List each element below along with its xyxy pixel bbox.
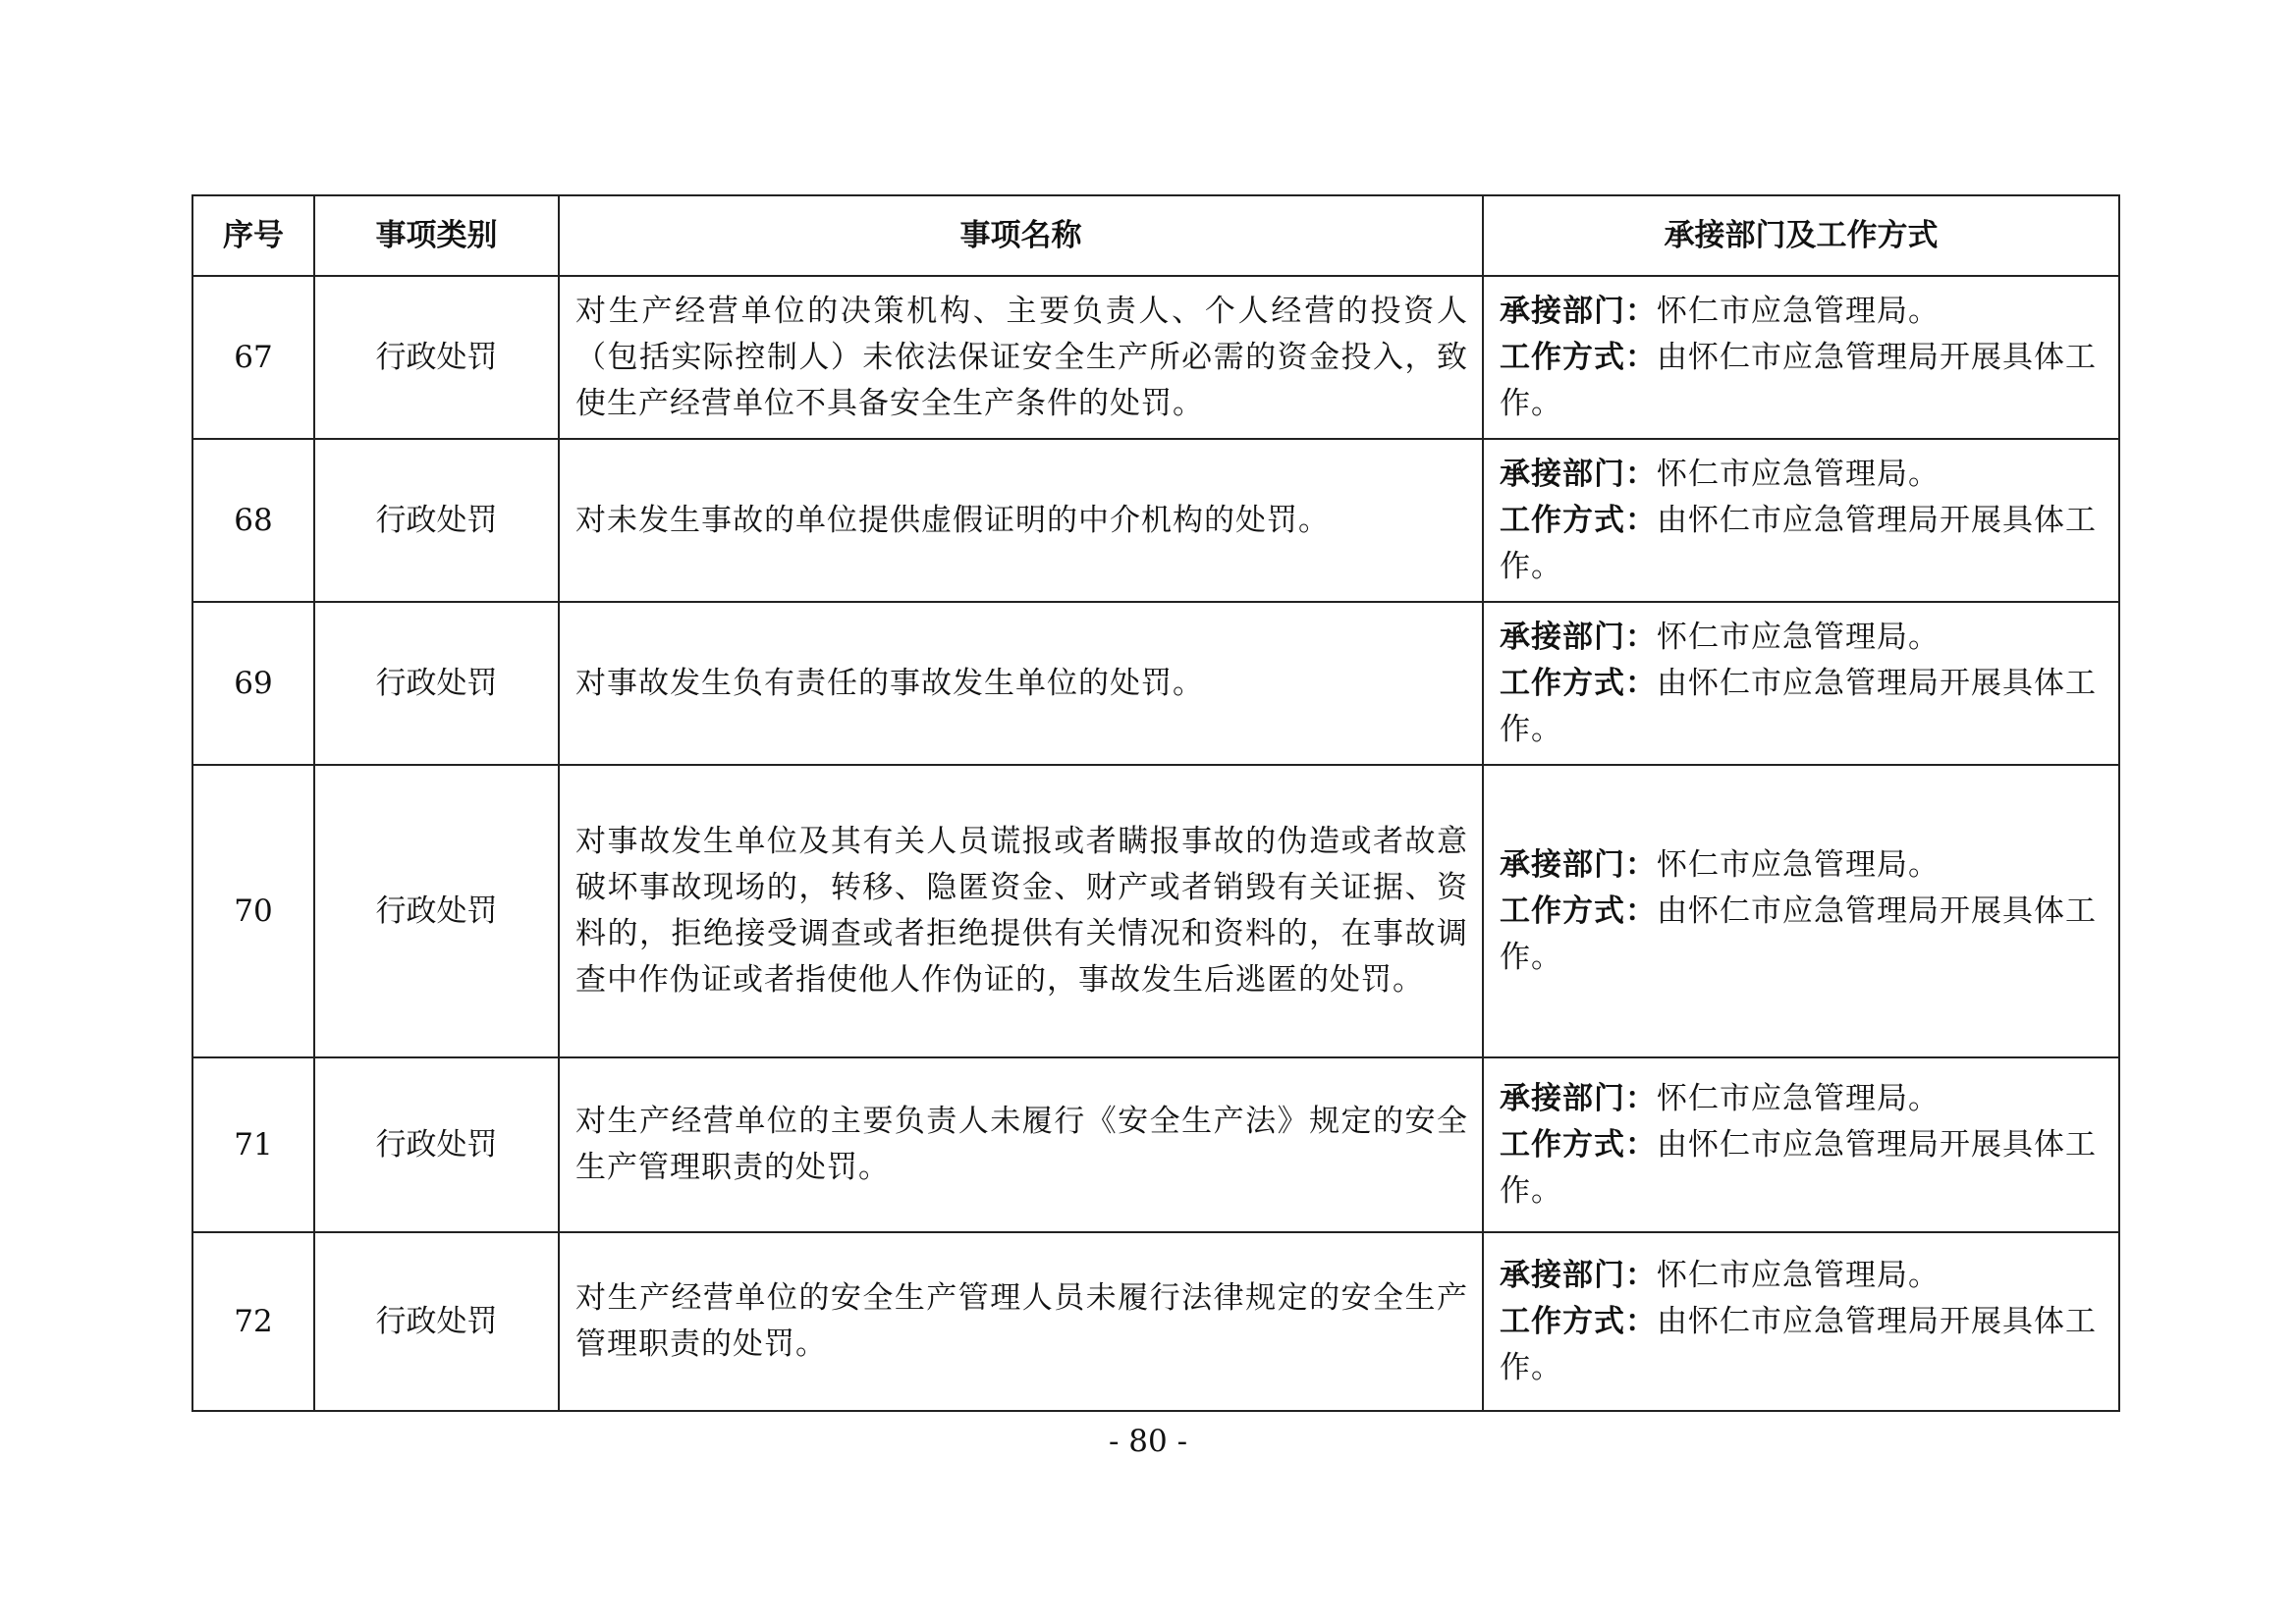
row-category: 行政处罚: [314, 765, 559, 1057]
method-label: 工作方式：: [1500, 893, 1657, 929]
method-label: 工作方式：: [1500, 502, 1657, 538]
table-row: [192, 1232, 2119, 1411]
method-value: 由怀仁市应急管理局开展具体工作。: [1500, 339, 2097, 421]
row-seq: 72: [192, 1232, 314, 1411]
dept-value: 怀仁市应急管理局。: [1657, 1080, 1940, 1116]
table-row: [192, 765, 2119, 1057]
row-category: 行政处罚: [314, 1232, 559, 1411]
dept-value: 怀仁市应急管理局。: [1657, 846, 1940, 883]
row-name: 对生产经营单位的安全生产管理人员未履行法律规定的安全生产管理职责的处罚。: [559, 1232, 1483, 1411]
row-seq: 70: [192, 765, 314, 1057]
row-dept-method: [1483, 1232, 2119, 1411]
row-seq: 71: [192, 1057, 314, 1232]
row-seq: 68: [192, 439, 314, 602]
row-category: 行政处罚: [314, 1057, 559, 1232]
dept-value: 怀仁市应急管理局。: [1657, 456, 1940, 492]
row-seq: 67: [192, 276, 314, 439]
table-row: [192, 1057, 2119, 1232]
table-row: [192, 602, 2119, 765]
method-value: 由怀仁市应急管理局开展具体工作。: [1500, 1303, 2097, 1385]
row-name: 对未发生事故的单位提供虚假证明的中介机构的处罚。: [559, 439, 1483, 602]
row-category: 行政处罚: [314, 602, 559, 765]
method-label: 工作方式：: [1500, 1126, 1657, 1163]
table-row: [192, 276, 2119, 439]
row-dept-method: [1483, 602, 2119, 765]
dept-label: 承接部门：: [1500, 619, 1657, 655]
header-dept-method: 承接部门及工作方式: [1483, 195, 2119, 276]
method-value: 由怀仁市应急管理局开展具体工作。: [1500, 893, 2097, 975]
method-value: 由怀仁市应急管理局开展具体工作。: [1500, 502, 2097, 584]
row-name: 对事故发生负有责任的事故发生单位的处罚。: [559, 602, 1483, 765]
table-row: [192, 439, 2119, 602]
row-name: 对事故发生单位及其有关人员谎报或者瞒报事故的伪造或者故意破坏事故现场的，转移、隐匿资金、财产或者销毁有关证据、资料的，拒绝接受调查或者拒绝提供有关情况和资料的，在事故调查中作伪证或者指使他人作伪证的，事故发生后逃匿的处罚。: [559, 765, 1483, 1057]
row-dept-method: [1483, 439, 2119, 602]
dept-value: 怀仁市应急管理局。: [1657, 1257, 1940, 1293]
header-name: 事项名称: [559, 195, 1483, 276]
header-category: 事项类别: [314, 195, 559, 276]
table-header-row: [192, 195, 2119, 276]
dept-label: 承接部门：: [1500, 846, 1657, 883]
row-category: 行政处罚: [314, 439, 559, 602]
dept-value: 怀仁市应急管理局。: [1657, 619, 1940, 655]
dept-label: 承接部门：: [1500, 456, 1657, 492]
row-dept-method: [1483, 765, 2119, 1057]
row-dept-method: [1483, 1057, 2119, 1232]
method-value: 由怀仁市应急管理局开展具体工作。: [1500, 665, 2097, 747]
row-name: 对生产经营单位的主要负责人未履行《安全生产法》规定的安全生产管理职责的处罚。: [559, 1057, 1483, 1232]
row-category: 行政处罚: [314, 276, 559, 439]
row-name: 对生产经营单位的决策机构、主要负责人、个人经营的投资人（包括实际控制人）未依法保证安全生产所必需的资金投入，致使生产经营单位不具备安全生产条件的处罚。: [559, 276, 1483, 439]
method-value: 由怀仁市应急管理局开展具体工作。: [1500, 1126, 2097, 1209]
method-label: 工作方式：: [1500, 665, 1657, 701]
dept-label: 承接部门：: [1500, 293, 1657, 329]
row-seq: 69: [192, 602, 314, 765]
header-seq: 序号: [192, 195, 314, 276]
page-number: - 80 -: [1108, 1424, 1188, 1459]
dept-label: 承接部门：: [1500, 1257, 1657, 1293]
row-dept-method: [1483, 276, 2119, 439]
method-label: 工作方式：: [1500, 339, 1657, 375]
method-label: 工作方式：: [1500, 1303, 1657, 1339]
matters-table: [191, 194, 2120, 1412]
dept-label: 承接部门：: [1500, 1080, 1657, 1116]
dept-value: 怀仁市应急管理局。: [1657, 293, 1940, 329]
